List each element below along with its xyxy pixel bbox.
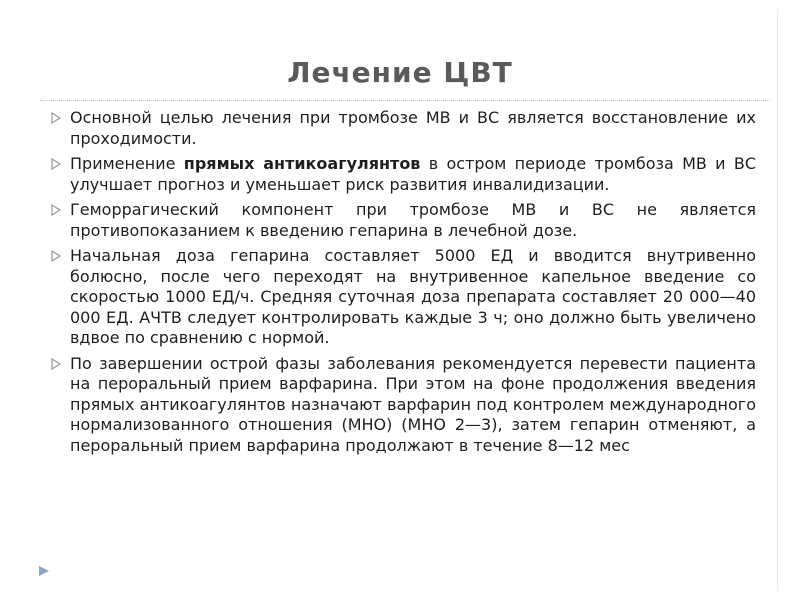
slide-edge-rule — [777, 10, 778, 590]
hollow-triangle-bullet-icon — [50, 358, 62, 370]
bullet-text — [70, 154, 756, 194]
bullet-text-emphasis: прямых антикоагулянтов — [183, 154, 421, 173]
nav-arrow-icon[interactable] — [38, 565, 50, 577]
bullet-item — [50, 200, 756, 241]
bullet-item — [50, 108, 756, 149]
hollow-triangle-bullet-icon — [50, 158, 62, 170]
hollow-triangle-bullet-icon — [50, 204, 62, 216]
bullet-text: Начальная доза гепарина составляет 5000 ЕД и вводится внутривенно болюсно, после чего переходят на внутривенное капельное введение со скоростью 1000 ЕД/ч. Средняя суточная доза препарата составляет 20 000—40 000 ЕД. АЧТВ следует контролировать каждые 3 ч; оно должно быть увеличено вдвое по сравнению с нормой. — [70, 246, 756, 347]
bullet-text: Геморрагический компонент при тромбозе МВ и ВС не является противопоказанием к введению гепарина в лечебной дозе. — [70, 200, 756, 240]
bullet-item — [50, 354, 756, 457]
bullet-item — [50, 246, 756, 349]
hollow-triangle-bullet-icon — [50, 250, 62, 262]
bullet-item — [50, 154, 756, 195]
title-divider — [40, 100, 770, 101]
bullet-text: По завершении острой фазы заболевания рекомендуется перевести пациента на пероральный прием варфарина. При этом на фоне продолжения введения прямых антикоагулянтов назначают варфарин под контролем международного нормализованного отношения (МНО) (МНО 2—3), затем гепарин отменяют, а пероральный прием варфарина продолжают в течение 8—12 мес — [70, 353, 756, 455]
slide-title: Лечение ЦВТ — [287, 56, 513, 89]
bullet-text-lead: Применение — [70, 154, 184, 173]
hollow-triangle-bullet-icon — [50, 112, 62, 124]
bullet-text: Основной целью лечения при тромбозе МВ и ВС является восстановление их проходимости. — [70, 108, 756, 148]
bullet-list — [50, 108, 756, 461]
bullet-text-rest: в остром периоде тромбоза МВ и ВС улучшает прогноз и уменьшает риск развития инвалидизации. — [70, 154, 756, 194]
